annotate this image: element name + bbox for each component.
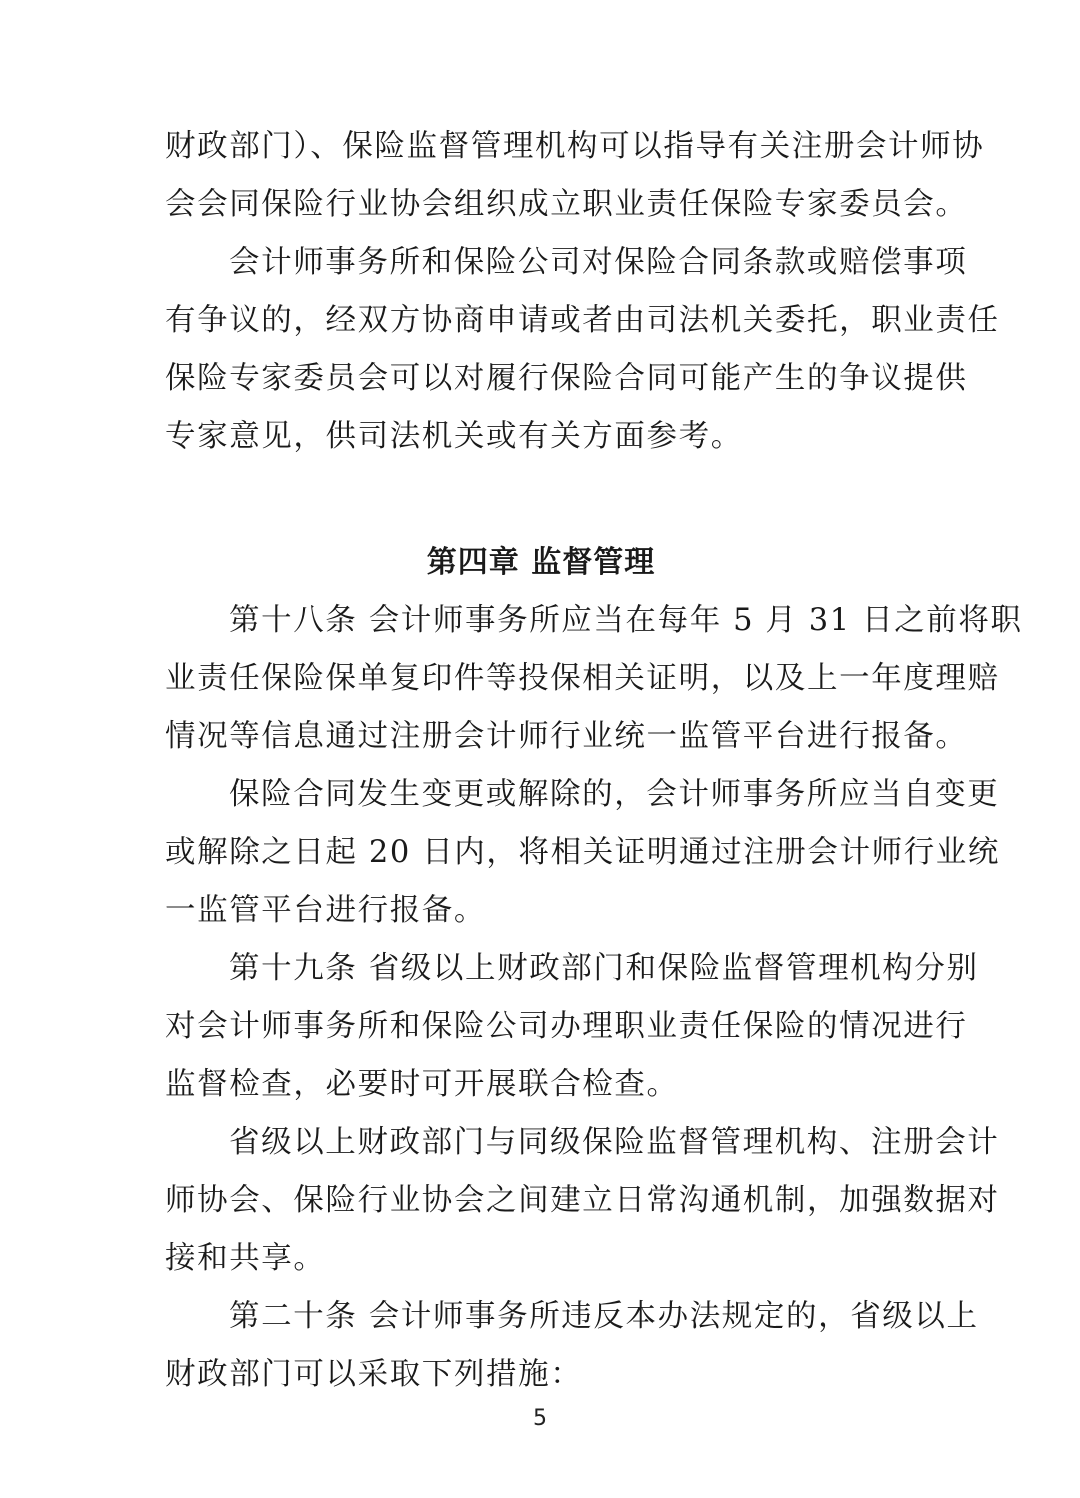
text-line: 会计师事务所和保险公司对保险合同条款或赔偿事项 bbox=[229, 245, 968, 280]
text-line: 保险合同发生变更或解除的，会计师事务所应当自变更 bbox=[229, 777, 1000, 812]
text-line: 或解除之日起 20 日内，将相关证明通过注册会计师行业统 bbox=[165, 835, 1000, 870]
text-line: 省级以上财政部门与同级保险监督管理机构、注册会计 bbox=[229, 1125, 1000, 1160]
text-line: 保险专家委员会可以对履行保险合同可能产生的争议提供 bbox=[165, 361, 968, 396]
paragraph-continuation bbox=[165, 122, 985, 238]
text-line: 一监管平台进行报备。 bbox=[165, 893, 486, 928]
text-line: 接和共享。 bbox=[165, 1241, 326, 1276]
document-body bbox=[165, 122, 1023, 1408]
text-line: 有争议的，经双方协商申请或者由司法机关委托，职业责任 bbox=[165, 303, 1000, 338]
paragraph-expert-opinion bbox=[165, 238, 1000, 470]
page-number: 5 bbox=[533, 1406, 547, 1431]
text-line: 财政部门可以采取下列措施： bbox=[165, 1357, 583, 1392]
article-19-paragraph-2 bbox=[165, 1118, 1000, 1292]
text-line: 业责任保险保单复印件等投保相关证明，以及上一年度理赔 bbox=[165, 661, 1000, 696]
text-line: 对会计师事务所和保险公司办理职业责任保险的情况进行 bbox=[165, 1009, 968, 1044]
text-line: 专家意见，供司法机关或有关方面参考。 bbox=[165, 419, 743, 454]
chapter-heading: 第四章 监督管理 bbox=[426, 545, 656, 580]
text-line: 第二十条 会计师事务所违反本办法规定的，省级以上 bbox=[229, 1299, 979, 1334]
article-19 bbox=[165, 944, 979, 1118]
article-18-paragraph-2 bbox=[165, 770, 1000, 944]
section-spacer bbox=[165, 470, 917, 538]
text-line: 第十八条 会计师事务所应当在每年 5 月 31 日之前将职 bbox=[229, 603, 1023, 638]
text-line: 财政部门）、保险监督管理机构可以指导有关注册会计师协 bbox=[165, 129, 985, 164]
text-line: 师协会、保险行业协会之间建立日常沟通机制，加强数据对 bbox=[165, 1183, 1000, 1218]
text-line: 监督检查，必要时可开展联合检查。 bbox=[165, 1067, 679, 1102]
text-line: 会会同保险行业协会组织成立职业责任保险专家委员会。 bbox=[165, 187, 968, 222]
text-line: 情况等信息通过注册会计师行业统一监管平台进行报备。 bbox=[165, 719, 968, 754]
text-line: 第十九条 省级以上财政部门和保险监督管理机构分别 bbox=[229, 951, 979, 986]
article-20 bbox=[165, 1292, 979, 1408]
article-18 bbox=[165, 596, 1023, 770]
